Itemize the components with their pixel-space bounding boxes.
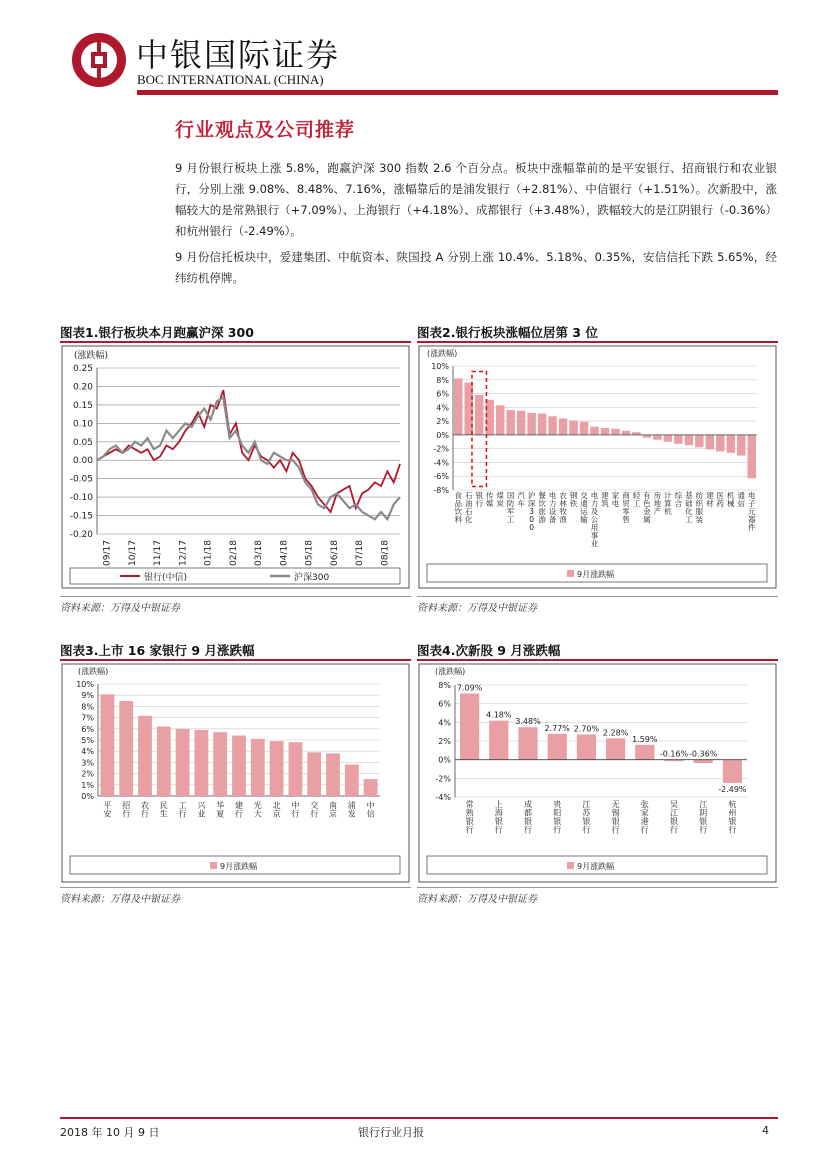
chart2-ytick: 8% [436,375,449,385]
chart2-xtick: 基础化工 [685,491,693,524]
chart2-bar [559,418,567,435]
chart2-xtick: 商贸零售 [622,491,630,524]
chart3-ytick: 10% [76,680,94,689]
chart3-bar [176,729,190,796]
chart2-ytick: 6% [436,389,449,399]
chart2-ytick: -4% [433,458,449,468]
figure4-bar-chart [417,662,778,884]
chart4-ytick: 6% [438,699,451,709]
chart2-bar [685,435,693,445]
chart3-bar [270,741,284,796]
chart1-legend-box [70,568,400,584]
chart1-xtick: 01/18 [203,540,214,566]
chart3-legend-swatch [210,862,217,869]
chart4-legend-swatch [567,862,574,869]
chart1-ytick: -0.20 [69,530,93,540]
chart2-xtick: 计算机 [664,491,672,516]
chart2-xtick: 电力设备 [548,491,557,524]
chart3-bar [345,765,359,796]
chart1-xtick: 07/18 [355,540,366,566]
chart2-bar [527,413,535,435]
chart2-xtick: 国防军工 [506,491,515,524]
chart2-bar [590,427,598,435]
chart2-xtick: 钢铁 [569,491,578,508]
chart1-xtick: 11/17 [153,540,164,566]
chart2-xtick: 电力及公用事业 [590,491,599,548]
chart1-xtick: 10/17 [127,540,138,566]
chart2-xtick: 轻工 [632,491,641,508]
chart2-xtick: 餐饮旅游 [538,491,546,524]
chart1-xtick: 09/17 [102,540,113,566]
chart3-xtick: 中行 [291,801,300,819]
chart3-xtick: 光大 [253,801,262,819]
chart2-bar [664,435,672,442]
chart4-data-label: -2.49% [718,784,747,794]
chart2-bar [496,405,504,435]
chart2-bar [569,420,577,434]
chart2-ytick: -2% [433,444,449,454]
chart3-bar [364,779,378,796]
chart4-xtick: 上海银行 [494,800,503,835]
chart2-ylabel: (涨跌幅) [427,349,458,358]
chart1-ytick: 0.25 [72,364,93,374]
chart4-data-label: -0.16% [659,749,689,759]
chart2-bar [601,428,609,435]
chart2-bar [580,422,588,435]
chart3-ylabel: (涨跌幅) [78,667,109,676]
chart4-ytick: 0% [438,755,451,765]
chart2-xtick: 交通运输 [580,491,588,524]
brand-name-en: BOC INTERNATIONAL (CHINA) [137,72,324,87]
chart2-xtick: 建材 [706,491,714,508]
chart2-bar [506,410,514,435]
chart2-legend-label: 9月涨跌幅 [577,570,615,579]
figure4-source: 资料来源：万得及中银证券 [417,894,537,905]
chart2-xtick: 建筑 [601,491,609,508]
chart4-bar [635,745,654,760]
figure3-rule [60,659,411,661]
chart4-data-label: 2.28% [602,728,629,738]
chart4-bar [460,693,479,759]
chart4-xtick: 江阴银行 [699,800,708,835]
chart1-xtick: 05/18 [304,540,315,566]
figure2-source-rule [417,596,778,597]
chart4-xtick: 江苏银行 [582,800,591,835]
chart2-xtick: 传媒 [485,491,494,508]
chart3-xtick: 交行 [310,801,319,819]
chart3-xtick: 中信 [366,801,375,819]
chart3-xtick: 浦发 [347,801,356,819]
chart3-bar [138,716,152,796]
chart3-bar [101,694,115,796]
chart4-data-label: 2.77% [544,723,570,733]
chart1-xtick: 04/18 [279,540,290,566]
chart3-bar [307,752,321,796]
paragraph-trust-sector: 9 月份信托板块中，爱建集团、中航资本、陕国投 A 分别上涨 10.4%、5.18%、0.35%，安信信托下跌 5.65%，经纬纺机停牌。 [175,250,777,285]
chart1-xtick: 02/18 [228,540,239,566]
chart1-ytick: -0.10 [69,493,93,504]
chart2-ytick: 2% [436,417,449,427]
chart2-xtick: 有色金属 [643,491,651,524]
figure3-source-rule [60,887,411,888]
figure4-rule [417,659,778,661]
chart3-xtick: 建行 [235,801,243,819]
chart4-data-label: -0.36% [689,749,718,759]
chart1-legend-bank: 银行(中信) [144,573,188,583]
chart4-ytick: -4% [435,793,451,802]
figure2-bar-chart [417,344,778,590]
chart2-xtick: 纺织服装 [695,491,704,524]
figure2-source: 资料来源：万得及中银证券 [417,603,537,614]
chart3-xtick: 农行 [141,801,149,819]
chart4-xtick: 吴江银行 [670,800,678,835]
chart2-xtick: 银行 [475,491,483,508]
chart3-bar [289,742,303,796]
chart1-ylabel: (涨跌幅) [74,351,109,361]
chart3-bar [251,739,265,796]
chart3-bar [232,736,246,796]
chart3-ytick: 0% [81,792,94,801]
figure1-title: 图表1.银行板块本月跑赢沪深 300 [60,325,254,340]
chart3-xtick: 平安 [103,801,112,819]
chart4-xtick: 常熟银行 [465,800,474,835]
chart1-ytick: 0.10 [72,419,93,430]
chart2-bar [674,435,682,444]
footer-rule [60,1117,778,1119]
chart3-bar [326,753,340,796]
chart3-ytick: 8% [81,702,94,712]
chart2-bar [748,435,756,478]
chart4-bar [723,760,742,783]
chart3-ytick: 5% [81,736,94,745]
chart2-bar [538,414,546,435]
chart2-bar [706,435,714,449]
chart4-data-label: 1.59% [632,734,658,744]
chart2-ytick: -6% [433,472,449,482]
chart3-ytick: 2% [81,769,94,779]
figure1-source: 资料来源：万得及中银证券 [60,603,180,614]
chart4-xtick: 无锡银行 [611,800,620,835]
chart4-xtick: 贵阳银行 [553,800,562,835]
chart3-ytick: 9% [81,691,94,701]
chart2-bar [727,435,735,453]
chart3-bar [213,732,227,796]
chart1-ytick: 0.05 [72,437,93,448]
chart2-bar [632,432,640,435]
chart3-xtick: 招行 [122,801,131,819]
chart3-ytick: 3% [81,758,94,768]
chart3-xtick: 南京 [329,801,337,819]
figure3-bar-chart [60,662,411,884]
chart3-ytick: 7% [81,713,94,723]
chart4-data-label: 7.09% [456,683,483,693]
chart2-bar [737,435,745,456]
chart2-bar [653,435,661,440]
chart4-ytick: -2% [435,774,451,784]
chart1-xtick: 06/18 [329,540,340,566]
chart2-xtick: 医药 [716,491,725,508]
chart4-xtick: 张家港行 [640,800,649,835]
chart2-bar [454,378,462,434]
chart1-xtick: 12/17 [178,540,189,566]
figure1-source-rule [60,596,411,597]
chart4-legend-label: 9月涨跌幅 [577,862,615,871]
chart2-bar [611,429,619,435]
chart2-xtick: 农林牧渔 [559,491,567,524]
chart1-xtick: 03/18 [254,540,265,566]
chart2-ytick: 0% [436,430,449,440]
chart1-ytick: 0.20 [72,382,93,393]
chart4-bar [577,734,596,759]
footer-doc-name: 银行行业月报 [358,1126,424,1139]
header-rule [137,90,778,95]
chart1-legend-hs300: 沪深300 [294,573,330,583]
chart2-ytick: 10% [431,362,449,371]
chart3-xtick: 民生 [159,801,168,819]
bank-logo-icon [72,33,126,87]
chart2-ytick: 4% [436,403,449,413]
chart3-bar [157,727,171,796]
chart4-ylabel: (涨跌幅) [435,667,466,676]
chart4-ytick: 4% [438,718,451,728]
chart3-ytick: 6% [81,724,94,734]
figure1-line-chart [60,344,411,590]
chart3-ytick: 4% [81,747,94,757]
chart2-xtick: 通信 [737,491,746,508]
chart1-ytick: 0.00 [72,456,93,467]
section-title: 行业观点及公司推荐 [175,119,356,141]
chart2-ytick: -8% [433,486,449,495]
chart4-ytick: 2% [438,737,451,746]
brand-name-cn: 中银国际证券 [136,36,341,74]
chart2-bar [716,435,724,452]
chart2-xtick: 沪深 3 0 0 [527,491,536,532]
chart3-bar [195,730,209,796]
figure3-source: 资料来源：万得及中银证券 [60,894,180,905]
chart2-bar [475,395,483,435]
chart3-xtick: 华夏 [216,801,225,819]
chart4-bar [694,760,713,763]
chart4-xtick: 成都银行 [524,800,532,835]
chart2-xtick: 食品饮料 [454,491,462,524]
chart1-ytick: -0.05 [69,474,93,485]
chart3-xtick: 兴业 [197,801,206,819]
chart3-xtick: 北京 [272,801,281,819]
chart2-xtick: 石油石化 [464,491,473,524]
chart2-xtick: 机械 [727,491,735,508]
footer-date: 2018 年 10 月 9 日 [60,1126,160,1139]
figure4-title: 图表4.次新股 9 月涨跌幅 [417,643,561,658]
chart1-ytick: -0.15 [69,511,93,522]
chart4-bar [548,734,567,760]
chart4-ytick: 8% [438,681,451,690]
chart4-bar [518,727,537,759]
figure2-rule [417,341,778,343]
chart4-data-label: 3.48% [515,717,541,727]
chart2-legend-swatch [567,570,574,577]
chart3-ytick: 1% [81,780,94,790]
figure4-source-rule [417,887,778,888]
chart4-data-label: 4.18% [486,710,512,720]
chart2-bar [622,431,630,435]
figure3-title: 图表3.上市 16 家银行 9 月涨跌幅 [60,643,255,658]
chart2-bar [695,435,703,447]
chart3-xtick: 工行 [178,801,187,819]
chart3-legend-label: 9月涨跌幅 [220,862,258,871]
figure2-title: 图表2.银行板块涨幅位居第 3 位 [417,325,598,340]
paragraph-bank-sector: 9 月份银行板块上涨 5.8%，跑赢沪深 300 指数 2.6 个百分点。板块中涨幅靠前的是平安银行、招商银行和农业银行，分别上涨 9.08%、8.48%、7.16%，涨幅靠后的是浦发银行（+2.81%）、中信银行（+1.51%）。次新股中，涨幅较大的是常熟银行（+7.09%）、上海银行（+4.18%）、成都银行（+3.48%），跌幅较大的是江阴银行（-0.36%）和杭州银行（-2.49%）。 [175,161,777,238]
chart1-ytick: 0.15 [72,400,93,411]
chart3-bar [119,701,133,796]
chart4-data-label: 2.70% [573,724,600,734]
chart2-xtick: 煤炭 [496,491,504,508]
chart2-xtick: 电子元器件 [748,491,756,532]
chart2-bar [548,416,556,435]
chart2-xtick: 房地产 [653,491,662,516]
chart2-xtick: 家电 [611,491,620,508]
chart2-bar [643,435,651,438]
chart4-xtick: 杭州银行 [728,800,737,835]
chart4-bar [606,738,625,759]
chart2-bar [517,411,525,435]
figure1-rule [60,341,411,343]
chart2-xtick: 综合 [674,491,683,508]
footer-page-number: 4 [762,1124,769,1137]
chart1-xtick: 08/18 [380,540,391,566]
chart4-bar [489,721,508,760]
chart2-xtick: 汽车 [517,491,525,508]
